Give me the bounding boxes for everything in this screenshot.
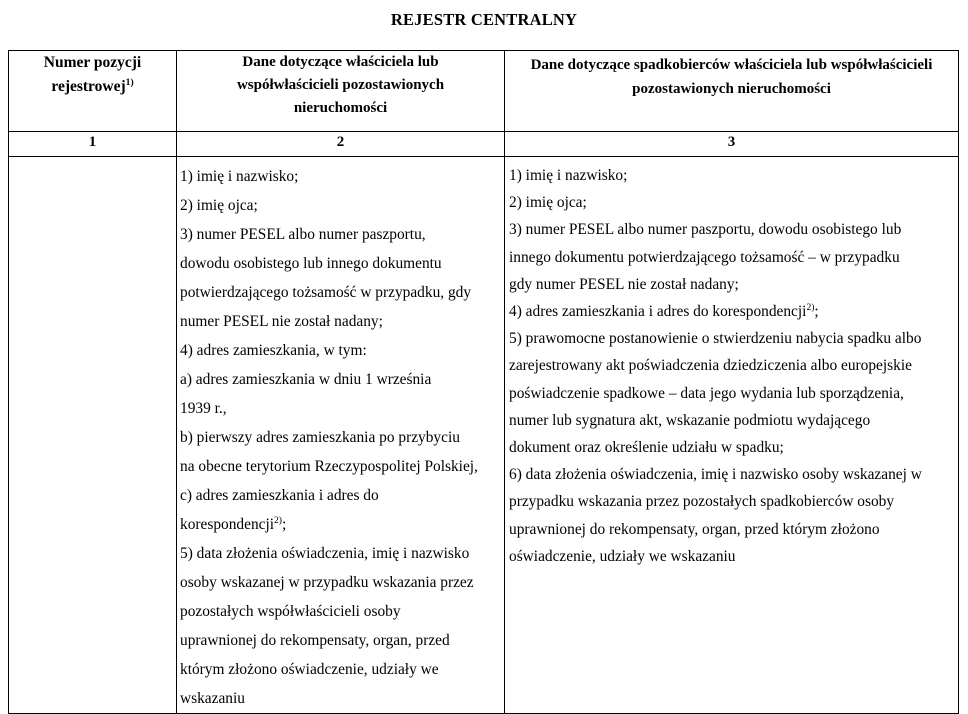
owner-data-line-9: 1939 r., [180, 400, 227, 417]
table-header-row [9, 51, 959, 132]
column-number-row [9, 132, 959, 157]
footnote-marker-2: 2) [274, 514, 282, 526]
column-number-3: 3 [505, 132, 959, 157]
heir-data-line-11: dokument oraz określenie udziału w spadku; [509, 439, 784, 457]
column-header-1-line-2: rejestrowej [51, 78, 126, 95]
owner-data-line-7: 4) adres zamieszkania, w tym: [180, 342, 367, 359]
cell-registry-number-content [9, 157, 176, 162]
heir-data-line-15: oświadczenie, udziały we wskazaniu [509, 547, 736, 565]
column-header-3 [505, 51, 959, 132]
owner-data-line-19: wskazaniu [180, 690, 245, 707]
heir-data-line-4: innego dokumentu potwierdzającego tożsamość – w przypadku [509, 248, 900, 266]
owner-data-line-1: 1) imię i nazwisko; [180, 168, 299, 185]
heir-data-line-3: 3) numer PESEL albo numer paszportu, dowodu osobistego lub [509, 221, 902, 239]
column-header-1 [9, 51, 177, 132]
cell-owner-data-content [177, 157, 516, 713]
owner-data-line-6: numer PESEL nie został nadany; [180, 313, 383, 330]
column-header-1-line-1: Numer pozycji [43, 54, 142, 71]
cell-owner-data[interactable] [177, 157, 505, 714]
owner-data-line-15: osoby wskazanej w przypadku wskazania przez [180, 574, 474, 591]
column-header-3-line-1: Dane dotyczące spadkobierców właściciela lub współwłaścicieli [530, 57, 933, 73]
column-header-3-line-2: pozostawionych nieruchomości [632, 81, 831, 97]
owner-data-line-11: na obecne terytorium Rzeczypospolitej Polskiej, [180, 458, 478, 475]
registry-table [8, 50, 959, 714]
column-number-1: 1 [9, 132, 177, 157]
owner-data-line-5: potwierdzającego tożsamość w przypadku, gdy [180, 284, 472, 301]
cell-heir-data[interactable] [505, 157, 959, 714]
owner-data-line-10: b) pierwszy adres zamieszkania po przybyciu [180, 429, 460, 446]
owner-data-line-12: c) adres zamieszkania i adres do [180, 487, 379, 504]
heir-data-line-9: poświadczenie spadkowe – data jego wydania lub sporządzenia, [509, 384, 904, 402]
owner-data-line-18: którym złożono oświadczenie, udziały we [180, 661, 439, 678]
column-header-2-line-2: współwłaścicieli pozostawionych [236, 77, 445, 93]
heir-data-line-10: numer lub sygnatura akt, wskazanie podmiotu wydającego [509, 411, 871, 429]
column-number-2: 2 [177, 132, 505, 157]
heir-data-line-7: 5) prawomocne postanowienie o stwierdzeniu nabycia spadku albo [509, 330, 922, 348]
owner-data-line-13: korespondencji$^{2)}$; [180, 514, 287, 533]
heir-data-line-14: uprawnionej do rekompensaty, organ, przed którym złożono [509, 520, 880, 538]
heir-data-line-2: 2) imię ojca; [509, 194, 587, 212]
heir-data-line-12: 6) data złożenia oświadczenia, imię i nazwisko osoby wskazanej w [509, 466, 922, 484]
owner-data-line-3: 3) numer PESEL albo numer paszportu, [180, 226, 426, 243]
owner-data-line-14: 5) data złożenia oświadczenia, imię i nazwisko [180, 545, 470, 562]
heir-data-line-13: przypadku wskazania przez pozostałych spadkobierców osoby [509, 493, 895, 511]
page-title: REJESTR CENTRALNY [390, 10, 578, 29]
cell-heir-data-content [505, 157, 968, 570]
footnote-marker-2: 2) [806, 301, 815, 313]
heir-data-line-6: 4) adres zamieszkania i adres do korespondencji$^{2)}$; [509, 301, 819, 321]
column-header-2-line-1: Dane dotyczące właściciela lub [242, 54, 439, 70]
column-header-2-line-3: nieruchomości [293, 100, 388, 116]
column-header-2 [177, 51, 505, 132]
owner-data-line-4: dowodu osobistego lub innego dokumentu [180, 255, 442, 272]
cell-registry-number[interactable] [9, 157, 177, 714]
owner-data-line-2: 2) imię ojca; [180, 197, 258, 214]
owner-data-line-17: uprawnionej do rekompensaty, organ, przed [180, 632, 450, 649]
heir-data-line-8: zarejestrowany akt poświadczenia dziedziczenia albo europejskie [509, 357, 912, 375]
owner-data-line-8: a) adres zamieszkania w dniu 1 września [180, 371, 432, 388]
heir-data-line-5: gdy numer PESEL nie został nadany; [509, 275, 739, 293]
table-body-row [9, 157, 959, 714]
heir-data-line-1: 1) imię i nazwisko; [509, 167, 628, 184]
owner-data-line-16: pozostałych współwłaścicieli osoby [180, 603, 401, 620]
footnote-marker-1: 1) [125, 76, 134, 88]
